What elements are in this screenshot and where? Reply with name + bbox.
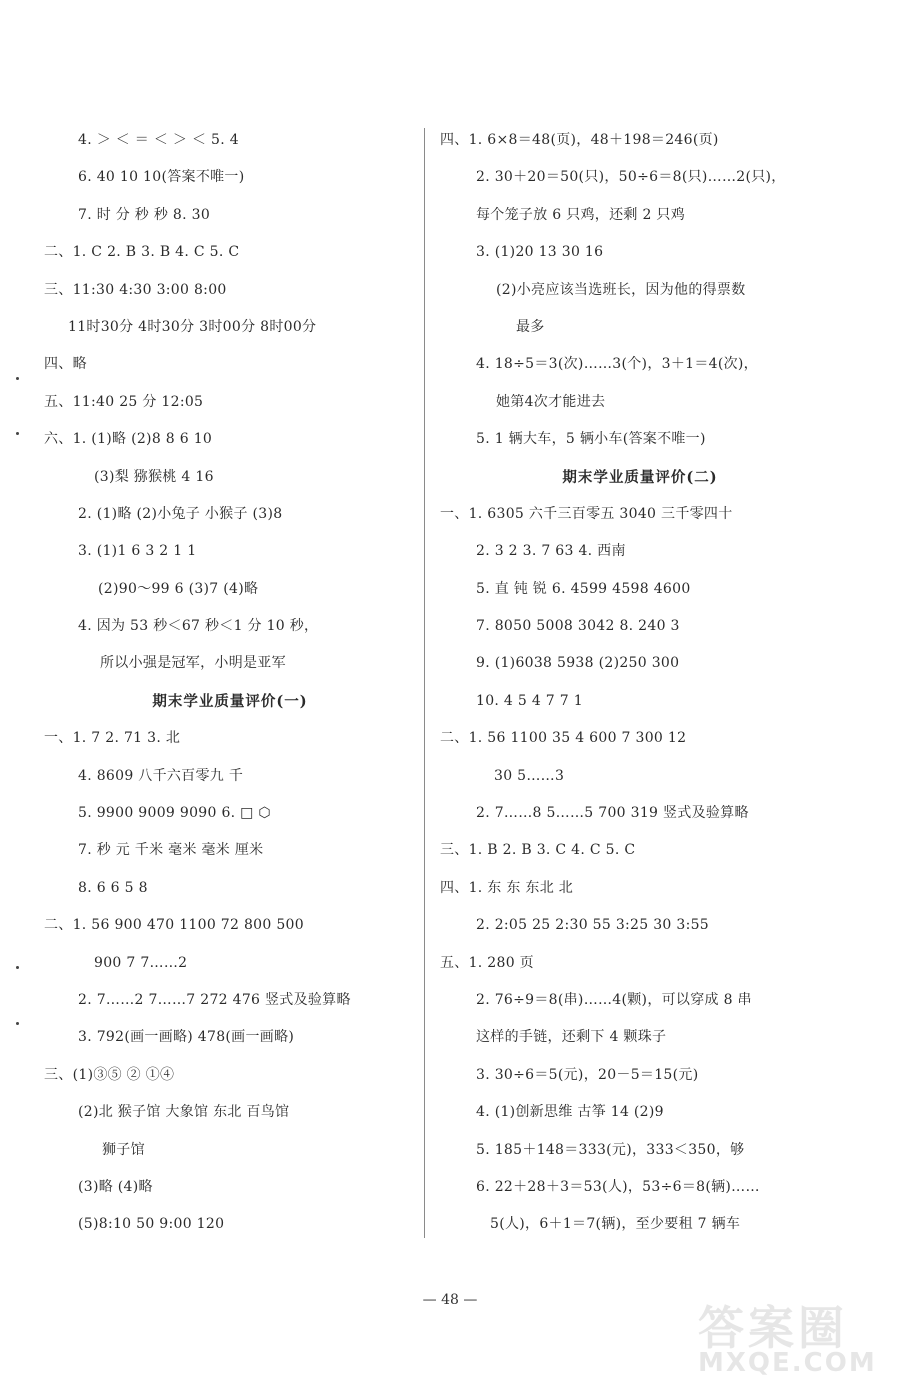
answer-line: 每个笼子放 6 只鸡，还剩 2 只鸡 bbox=[476, 206, 686, 223]
column-divider bbox=[424, 128, 425, 1238]
answer-line: 7. 秒 元 千米 毫米 毫米 厘米 bbox=[78, 842, 264, 859]
watermark-logo bbox=[698, 1292, 888, 1382]
answer-line: 四、1. 6×8＝48(页)，48＋198＝246(页) bbox=[440, 132, 719, 148]
section-heading: 期末学业质量评价(一) bbox=[152, 692, 308, 710]
answer-line: 五、11:40 25 分 12:05 bbox=[44, 393, 204, 410]
answer-line: 5. 直 钝 锐 6. 4599 4598 4600 bbox=[476, 580, 691, 597]
answer-line: 30 5……3 bbox=[494, 767, 565, 784]
answer-line: 5(人)，6＋1＝7(辆)，至少要租 7 辆车 bbox=[490, 1216, 741, 1233]
answer-line: (2)小亮应该当选班长，因为他的得票数 bbox=[496, 281, 746, 298]
answer-line: 二、1. 56 1100 35 4 600 7 300 12 bbox=[440, 730, 687, 747]
margin-dot bbox=[16, 966, 19, 969]
section-heading: 期末学业质量评价(二) bbox=[562, 468, 718, 486]
answer-line: 三、11:30 4:30 3:00 8:00 bbox=[44, 281, 227, 298]
answer-line: 6. 40 10 10(答案不唯一) bbox=[78, 169, 245, 186]
watermark-url: MXQE.COM bbox=[698, 1348, 877, 1378]
answer-line: 她第4次才能进去 bbox=[496, 393, 606, 410]
page-number: — 48 — bbox=[422, 1292, 478, 1308]
answer-line: 3. 30÷6＝5(元)，20－5＝15(元) bbox=[476, 1066, 699, 1083]
answer-line: 5. 185＋148＝333(元)，333＜350，够 bbox=[476, 1141, 745, 1158]
answer-line: 2. 76÷9＝8(串)……4(颗)，可以穿成 8 串 bbox=[476, 991, 752, 1008]
margin-dot bbox=[16, 377, 19, 380]
margin-dot bbox=[16, 432, 19, 435]
answer-line: 三、(1)③⑤ ② ①④ bbox=[44, 1066, 175, 1083]
answer-line: 4. 因为 53 秒＜67 秒＜1 分 10 秒， bbox=[78, 618, 319, 635]
answer-line: 3. (1)1 6 3 2 1 1 bbox=[78, 543, 197, 560]
answer-line: 3. 792(画一画略) 478(画一画略) bbox=[78, 1029, 295, 1046]
answer-line: 4. (1)创新思维 古筝 14 (2)9 bbox=[476, 1104, 664, 1121]
answer-line: 六、1. (1)略 (2)8 8 6 10 bbox=[44, 431, 213, 448]
answer-line: 四、1. 东 东 东北 北 bbox=[440, 879, 574, 896]
answer-line: (3)略 (4)略 bbox=[78, 1178, 153, 1195]
answer-line: 900 7 7……2 bbox=[94, 954, 188, 971]
answer-line: 7. 时 分 秒 秒 8. 30 bbox=[78, 206, 211, 223]
answer-line: 五、1. 280 页 bbox=[440, 954, 534, 971]
answer-line: 6. 22＋28＋3＝53(人)，53÷6＝8(辆)…… bbox=[476, 1178, 760, 1195]
watermark-text: 答案圈 bbox=[698, 1301, 848, 1355]
answer-line: 一、1. 7 2. 71 3. 北 bbox=[44, 730, 181, 747]
answer-line: 一、1. 6305 六千三百零五 3040 三千零四十 bbox=[440, 505, 733, 522]
answer-line: 2. 7……2 7……7 272 476 竖式及验算略 bbox=[78, 991, 351, 1008]
answer-line: 二、1. C 2. B 3. B 4. C 5. C bbox=[44, 244, 240, 261]
answer-line: (5)8:10 50 9:00 120 bbox=[78, 1216, 225, 1233]
answer-line: 8. 6 6 5 8 bbox=[78, 879, 148, 896]
answer-line: (2)北 猴子馆 大象馆 东北 百鸟馆 bbox=[78, 1104, 290, 1121]
answer-line: 10. 4 5 4 7 7 1 bbox=[476, 692, 583, 709]
margin-dot bbox=[16, 1022, 19, 1025]
answer-line: 4. 8609 八千六百零九 千 bbox=[78, 767, 244, 784]
answer-line: 2. 7……8 5……5 700 319 竖式及验算略 bbox=[476, 805, 749, 822]
answer-column-right bbox=[440, 122, 840, 1244]
answer-line: 11时30分 4时30分 3时00分 8时00分 bbox=[68, 318, 317, 335]
answer-line: (2)90～99 6 (3)7 (4)略 bbox=[98, 580, 259, 597]
answer-line: (3)梨 猕猴桃 4 16 bbox=[94, 468, 214, 485]
answer-line: 所以小强是冠军，小明是亚军 bbox=[100, 655, 286, 672]
answer-line: 狮子馆 bbox=[102, 1141, 145, 1158]
answer-line: 四、略 bbox=[44, 356, 87, 373]
answer-line: 9. (1)6038 5938 (2)250 300 bbox=[476, 655, 680, 672]
answer-line: 4. 18÷5＝3(次)……3(个)，3＋1＝4(次)， bbox=[476, 356, 758, 373]
answer-line: 二、1. 56 900 470 1100 72 800 500 bbox=[44, 917, 304, 934]
answer-line: 这样的手链，还剩下 4 颗珠子 bbox=[476, 1029, 667, 1046]
answer-line: 3. (1)20 13 30 16 bbox=[476, 244, 604, 261]
answer-column-left bbox=[44, 122, 416, 1244]
answer-line: 5. 9900 9009 9090 6. □ ⬡ bbox=[78, 805, 271, 822]
answer-line: 最多 bbox=[516, 318, 545, 335]
answer-line: 4. ＞ ＜ ＝ ＜ ＞ ＜ 5. 4 bbox=[78, 132, 239, 148]
answer-line: 5. 1 辆大车，5 辆小车(答案不唯一) bbox=[476, 431, 706, 448]
answer-line: 2. 3 2 3. 7 63 4. 西南 bbox=[476, 543, 626, 560]
answer-line: 2. 30＋20＝50(只)，50÷6＝8(只)……2(只)， bbox=[476, 169, 786, 186]
answer-line: 7. 8050 5008 3042 8. 240 3 bbox=[476, 618, 680, 635]
answer-line: 三、1. B 2. B 3. C 4. C 5. C bbox=[440, 842, 636, 859]
answer-line: 2. (1)略 (2)小兔子 小猴子 (3)8 bbox=[78, 505, 283, 522]
answer-line: 2. 2:05 25 2:30 55 3:25 30 3:55 bbox=[476, 917, 710, 934]
